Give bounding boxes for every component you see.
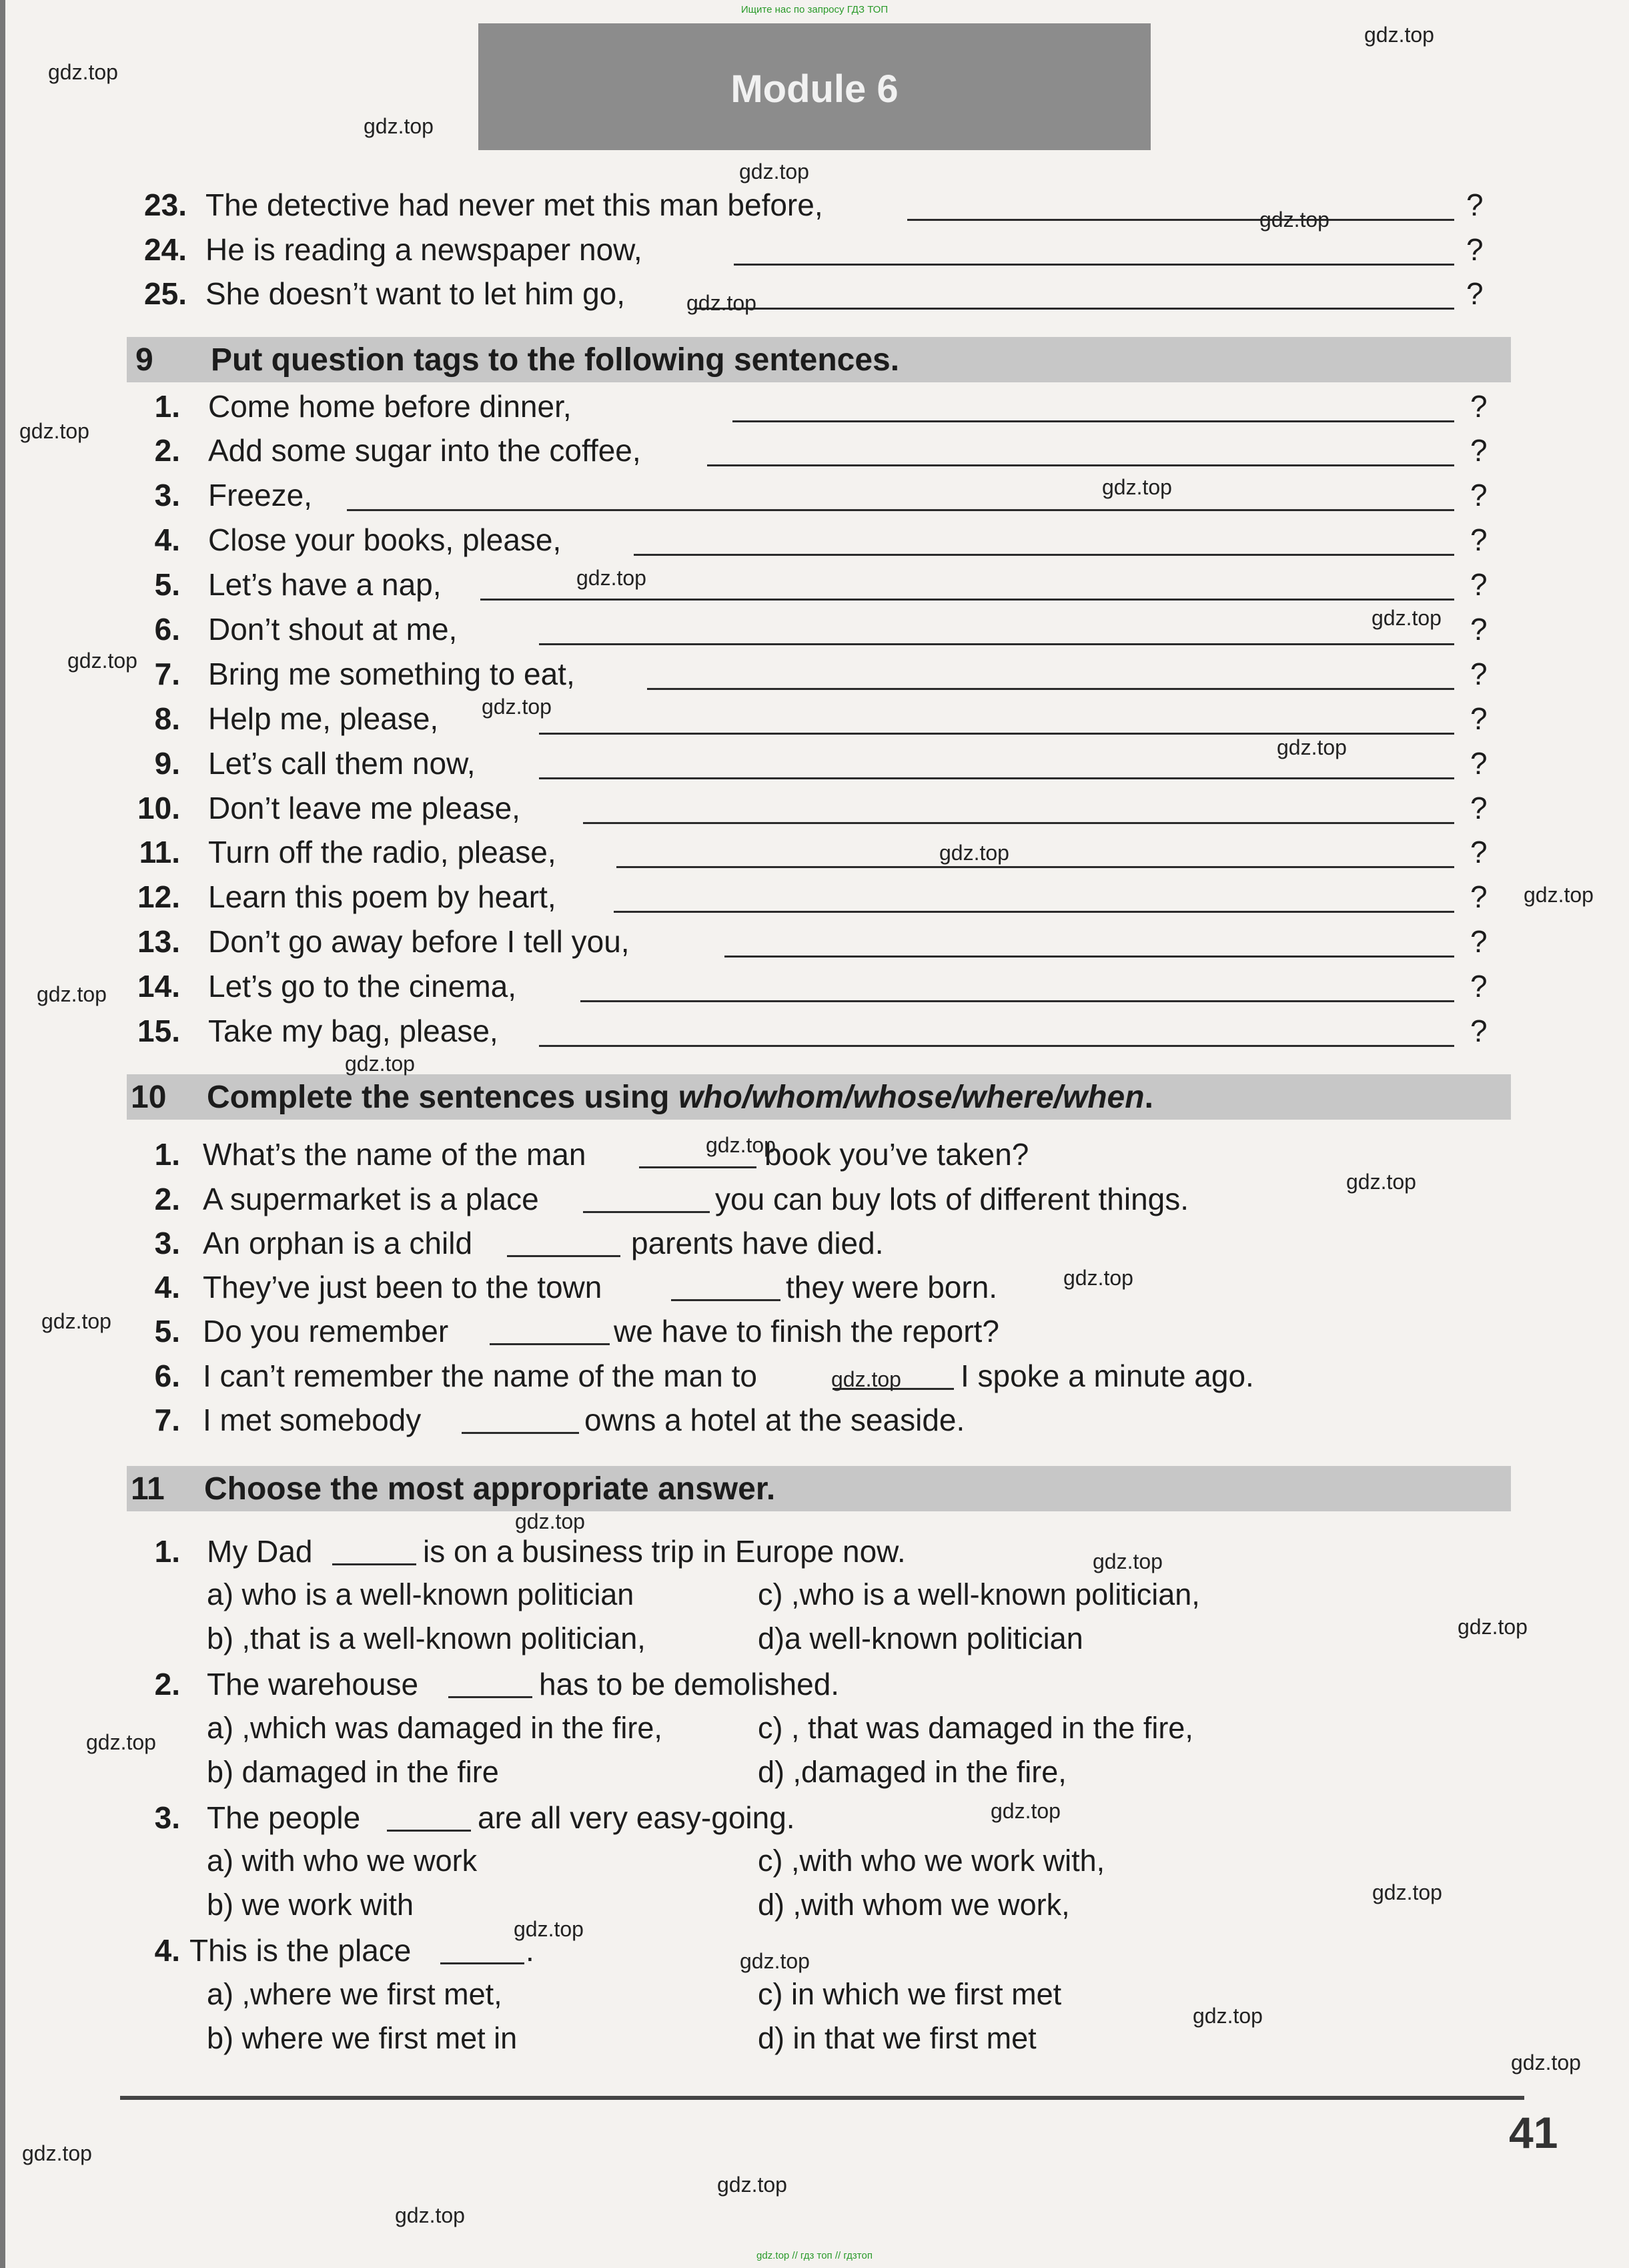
answer-line[interactable] xyxy=(480,599,1454,601)
watermark: gdz.top xyxy=(686,291,756,315)
item-number: 1. xyxy=(154,1137,180,1172)
item-number: 1. xyxy=(154,389,180,424)
item-number: 2. xyxy=(154,1667,180,1702)
option-d[interactable]: d) ,with whom we work, xyxy=(758,1888,1070,1922)
answer-line[interactable] xyxy=(347,509,1454,511)
item-number: 10. xyxy=(137,791,180,825)
exercise-11-title: Choose the most appropriate answer. xyxy=(204,1471,776,1507)
answer-line[interactable] xyxy=(583,822,1454,824)
question-mark: ? xyxy=(1470,835,1488,869)
item-text: Don’t shout at me, xyxy=(208,612,458,647)
watermark: gdz.top xyxy=(576,566,646,590)
item-text: Let’s go to the cinema, xyxy=(208,969,516,1004)
item-number: 2. xyxy=(154,1182,180,1216)
watermark: gdz.top xyxy=(1346,1170,1416,1194)
item-number: 23. xyxy=(144,187,187,222)
item-text: Bring me something to eat, xyxy=(208,657,575,691)
watermark: gdz.top xyxy=(22,2141,92,2165)
sentence-start: The warehouse xyxy=(207,1667,419,1702)
option-d[interactable]: d)a well-known politician xyxy=(758,1621,1083,1655)
watermark: gdz.top xyxy=(37,982,107,1006)
item-number: 13. xyxy=(137,924,180,959)
item-number: 8. xyxy=(154,701,180,736)
item-text: The detective had never met this man before, xyxy=(205,187,823,222)
exercise-10-number: 10 xyxy=(131,1080,167,1115)
sentence-start: This is the place xyxy=(189,1933,412,1968)
exercise-9-title: Put question tags to the following sentences. xyxy=(211,342,900,378)
item-number: 3. xyxy=(154,1800,180,1835)
option-a[interactable]: a) with who we work xyxy=(207,1844,478,1878)
question-mark: ? xyxy=(1470,522,1488,557)
exercise-10-title-suffix: . xyxy=(1144,1080,1153,1115)
sentence-start: A supermarket is a place xyxy=(203,1182,539,1216)
item-number: 7. xyxy=(154,657,180,691)
exercise-10-title-prefix: Complete the sentences using xyxy=(207,1080,678,1115)
sentence-start: They’ve just been to the town xyxy=(203,1270,602,1304)
answer-line[interactable] xyxy=(539,1045,1454,1047)
item-number: 6. xyxy=(154,1359,180,1393)
watermark: gdz.top xyxy=(739,159,809,183)
answer-line[interactable] xyxy=(448,1696,532,1698)
sentence-end: is on a business trip in Europe now. xyxy=(423,1534,906,1569)
bottom-note: gdz.top // гдз топ // гдзтоп xyxy=(756,2250,873,2261)
answer-line[interactable] xyxy=(634,554,1454,556)
page-edge xyxy=(0,0,5,2268)
watermark: gdz.top xyxy=(706,1133,776,1157)
option-d[interactable]: d) ,damaged in the fire, xyxy=(758,1755,1067,1789)
item-text: Let’s call them now, xyxy=(208,746,476,781)
item-number: 15. xyxy=(137,1014,180,1048)
sentence-start: I can’t remember the name of the man to xyxy=(203,1359,757,1393)
watermark: gdz.top xyxy=(395,2203,465,2227)
answer-line[interactable] xyxy=(507,1255,620,1257)
question-mark: ? xyxy=(1470,389,1488,424)
answer-line[interactable] xyxy=(694,308,1454,310)
watermark: gdz.top xyxy=(1193,2004,1263,2028)
question-mark: ? xyxy=(1470,657,1488,691)
sentence-start: I met somebody xyxy=(203,1403,422,1437)
sentence-end: book you’ve taken? xyxy=(764,1137,1029,1172)
exercise-9-number: 9 xyxy=(135,342,153,378)
sentence-start: My Dad xyxy=(207,1534,313,1569)
item-text: Come home before dinner, xyxy=(208,389,572,424)
option-b[interactable]: b) damaged in the fire xyxy=(207,1755,499,1789)
sentence-end: they were born. xyxy=(786,1270,998,1304)
answer-line[interactable] xyxy=(539,777,1454,779)
question-mark: ? xyxy=(1470,701,1488,736)
answer-line[interactable] xyxy=(440,1962,524,1964)
item-number: 14. xyxy=(137,969,180,1004)
sentence-end: are all very easy-going. xyxy=(478,1800,795,1835)
watermark: gdz.top xyxy=(1372,1880,1442,1904)
option-c[interactable]: c) in which we first met xyxy=(758,1977,1062,2011)
item-number: 7. xyxy=(154,1403,180,1437)
exercise-10-title xyxy=(207,1079,1153,1116)
item-number: 1. xyxy=(154,1534,180,1569)
question-mark: ? xyxy=(1466,276,1484,311)
option-b[interactable]: b) where we first met in xyxy=(207,2021,518,2055)
watermark: gdz.top xyxy=(482,695,552,719)
option-a[interactable]: a) ,which was damaged in the fire, xyxy=(207,1711,662,1745)
answer-line[interactable] xyxy=(734,264,1454,266)
option-c[interactable]: c) , that was damaged in the fire, xyxy=(758,1711,1193,1745)
watermark: gdz.top xyxy=(345,1052,415,1076)
answer-line[interactable] xyxy=(647,688,1454,690)
sentence-start: What’s the name of the man xyxy=(203,1137,586,1172)
watermark: gdz.top xyxy=(48,60,118,84)
sentence-end: we have to finish the report? xyxy=(614,1314,999,1349)
answer-line[interactable] xyxy=(732,420,1454,422)
option-d[interactable]: d) in that we first met xyxy=(758,2021,1037,2055)
answer-line[interactable] xyxy=(707,464,1454,466)
top-note: Ищите нас по запросу ГДЗ ТОП xyxy=(740,4,889,15)
watermark: gdz.top xyxy=(1364,23,1434,47)
question-mark: ? xyxy=(1470,746,1488,781)
option-b[interactable]: b) we work with xyxy=(207,1888,414,1922)
item-text: Help me, please, xyxy=(208,701,439,736)
question-mark: ? xyxy=(1470,567,1488,602)
watermark: gdz.top xyxy=(364,114,434,138)
item-number: 5. xyxy=(154,1314,180,1349)
item-text: Don’t go away before I tell you, xyxy=(208,924,630,959)
answer-line[interactable] xyxy=(539,643,1454,645)
watermark: gdz.top xyxy=(1524,883,1594,907)
item-text: Don’t leave me please, xyxy=(208,791,520,825)
item-text: He is reading a newspaper now, xyxy=(205,232,642,267)
watermark: gdz.top xyxy=(86,1730,156,1754)
item-number: 12. xyxy=(137,879,180,914)
item-number: 4. xyxy=(154,1270,180,1304)
sentence-end: parents have died. xyxy=(631,1226,884,1260)
watermark: gdz.top xyxy=(1277,735,1347,759)
item-text: Let’s have a nap, xyxy=(208,567,442,602)
option-a[interactable]: a) ,where we first met, xyxy=(207,1977,502,2011)
watermark: gdz.top xyxy=(67,649,137,673)
question-mark: ? xyxy=(1466,187,1484,222)
item-text: Learn this poem by heart, xyxy=(208,879,556,914)
answer-line[interactable] xyxy=(671,1299,780,1301)
exercise-11-number: 11 xyxy=(131,1471,165,1507)
answer-line[interactable] xyxy=(639,1166,756,1168)
item-text: Freeze, xyxy=(208,478,312,512)
module-title: Module 6 xyxy=(730,67,899,111)
watermark: gdz.top xyxy=(1063,1266,1133,1290)
question-mark: ? xyxy=(1470,969,1488,1004)
item-number: 3. xyxy=(154,1226,180,1260)
question-mark: ? xyxy=(1470,924,1488,959)
watermark: gdz.top xyxy=(831,1367,901,1391)
question-mark: ? xyxy=(1470,791,1488,825)
watermark: gdz.top xyxy=(1259,208,1329,232)
watermark: gdz.top xyxy=(514,1917,584,1941)
question-mark: ? xyxy=(1470,612,1488,647)
answer-line[interactable] xyxy=(332,1563,416,1565)
item-text: Take my bag, please, xyxy=(208,1014,498,1048)
watermark: gdz.top xyxy=(515,1509,585,1533)
item-number: 5. xyxy=(154,567,180,602)
page-number: 41 xyxy=(1509,2108,1558,2157)
answer-line[interactable] xyxy=(387,1830,471,1832)
exercise-10-title-italic: who/whom/whose/where/when xyxy=(678,1080,1145,1115)
sentence-end: owns a hotel at the seaside. xyxy=(584,1403,965,1437)
item-number: 11. xyxy=(139,835,180,869)
question-mark: ? xyxy=(1466,232,1484,267)
sentence-end: . xyxy=(526,1933,534,1968)
watermark: gdz.top xyxy=(717,2173,787,2197)
answer-line[interactable] xyxy=(614,911,1454,913)
question-mark: ? xyxy=(1470,879,1488,914)
answer-line[interactable] xyxy=(539,733,1454,735)
answer-line[interactable] xyxy=(462,1432,579,1434)
answer-line[interactable] xyxy=(724,956,1454,958)
option-a[interactable]: a) who is a well-known politician xyxy=(207,1577,634,1611)
sentence-start: The people xyxy=(207,1800,361,1835)
watermark: gdz.top xyxy=(19,419,89,443)
item-text: Close your books, please, xyxy=(208,522,562,557)
item-text: She doesn’t want to let him go, xyxy=(205,276,626,311)
watermark: gdz.top xyxy=(1458,1615,1528,1639)
question-mark: ? xyxy=(1470,433,1488,468)
watermark: gdz.top xyxy=(740,1949,810,1973)
item-number: 6. xyxy=(154,612,180,647)
option-c[interactable]: c) ,with who we work with, xyxy=(758,1844,1105,1878)
watermark: gdz.top xyxy=(1102,475,1172,499)
item-number: 4. xyxy=(154,1933,180,1968)
sentence-end: I spoke a minute ago. xyxy=(961,1359,1254,1393)
watermark: gdz.top xyxy=(939,841,1009,865)
item-number: 25. xyxy=(144,276,187,311)
watermark: gdz.top xyxy=(1372,606,1442,630)
footer-rule xyxy=(120,2096,1524,2100)
question-mark: ? xyxy=(1470,478,1488,512)
question-mark: ? xyxy=(1470,1014,1488,1048)
answer-line[interactable] xyxy=(907,219,1454,221)
item-text: Add some sugar into the coffee, xyxy=(208,433,641,468)
item-number: 24. xyxy=(144,232,187,267)
watermark: gdz.top xyxy=(41,1309,111,1333)
sentence-end: has to be demolished. xyxy=(539,1667,840,1702)
sentence-end: you can buy lots of different things. xyxy=(715,1182,1189,1216)
answer-line[interactable] xyxy=(490,1343,610,1345)
watermark: gdz.top xyxy=(1093,1549,1163,1573)
sentence-start: An orphan is a child xyxy=(203,1226,473,1260)
option-c[interactable]: c) ,who is a well-known politician, xyxy=(758,1577,1200,1611)
watermark: gdz.top xyxy=(1511,2050,1581,2074)
item-number: 2. xyxy=(154,433,180,468)
item-number: 3. xyxy=(154,478,180,512)
option-b[interactable]: b) ,that is a well-known politician, xyxy=(207,1621,646,1655)
sentence-start: Do you remember xyxy=(203,1314,449,1349)
answer-line[interactable] xyxy=(583,1211,710,1213)
item-number: 4. xyxy=(154,522,180,557)
answer-line[interactable] xyxy=(616,866,1454,868)
item-text: Turn off the radio, please, xyxy=(208,835,556,869)
answer-line[interactable] xyxy=(580,1000,1454,1002)
watermark: gdz.top xyxy=(991,1799,1061,1823)
item-number: 9. xyxy=(154,746,180,781)
